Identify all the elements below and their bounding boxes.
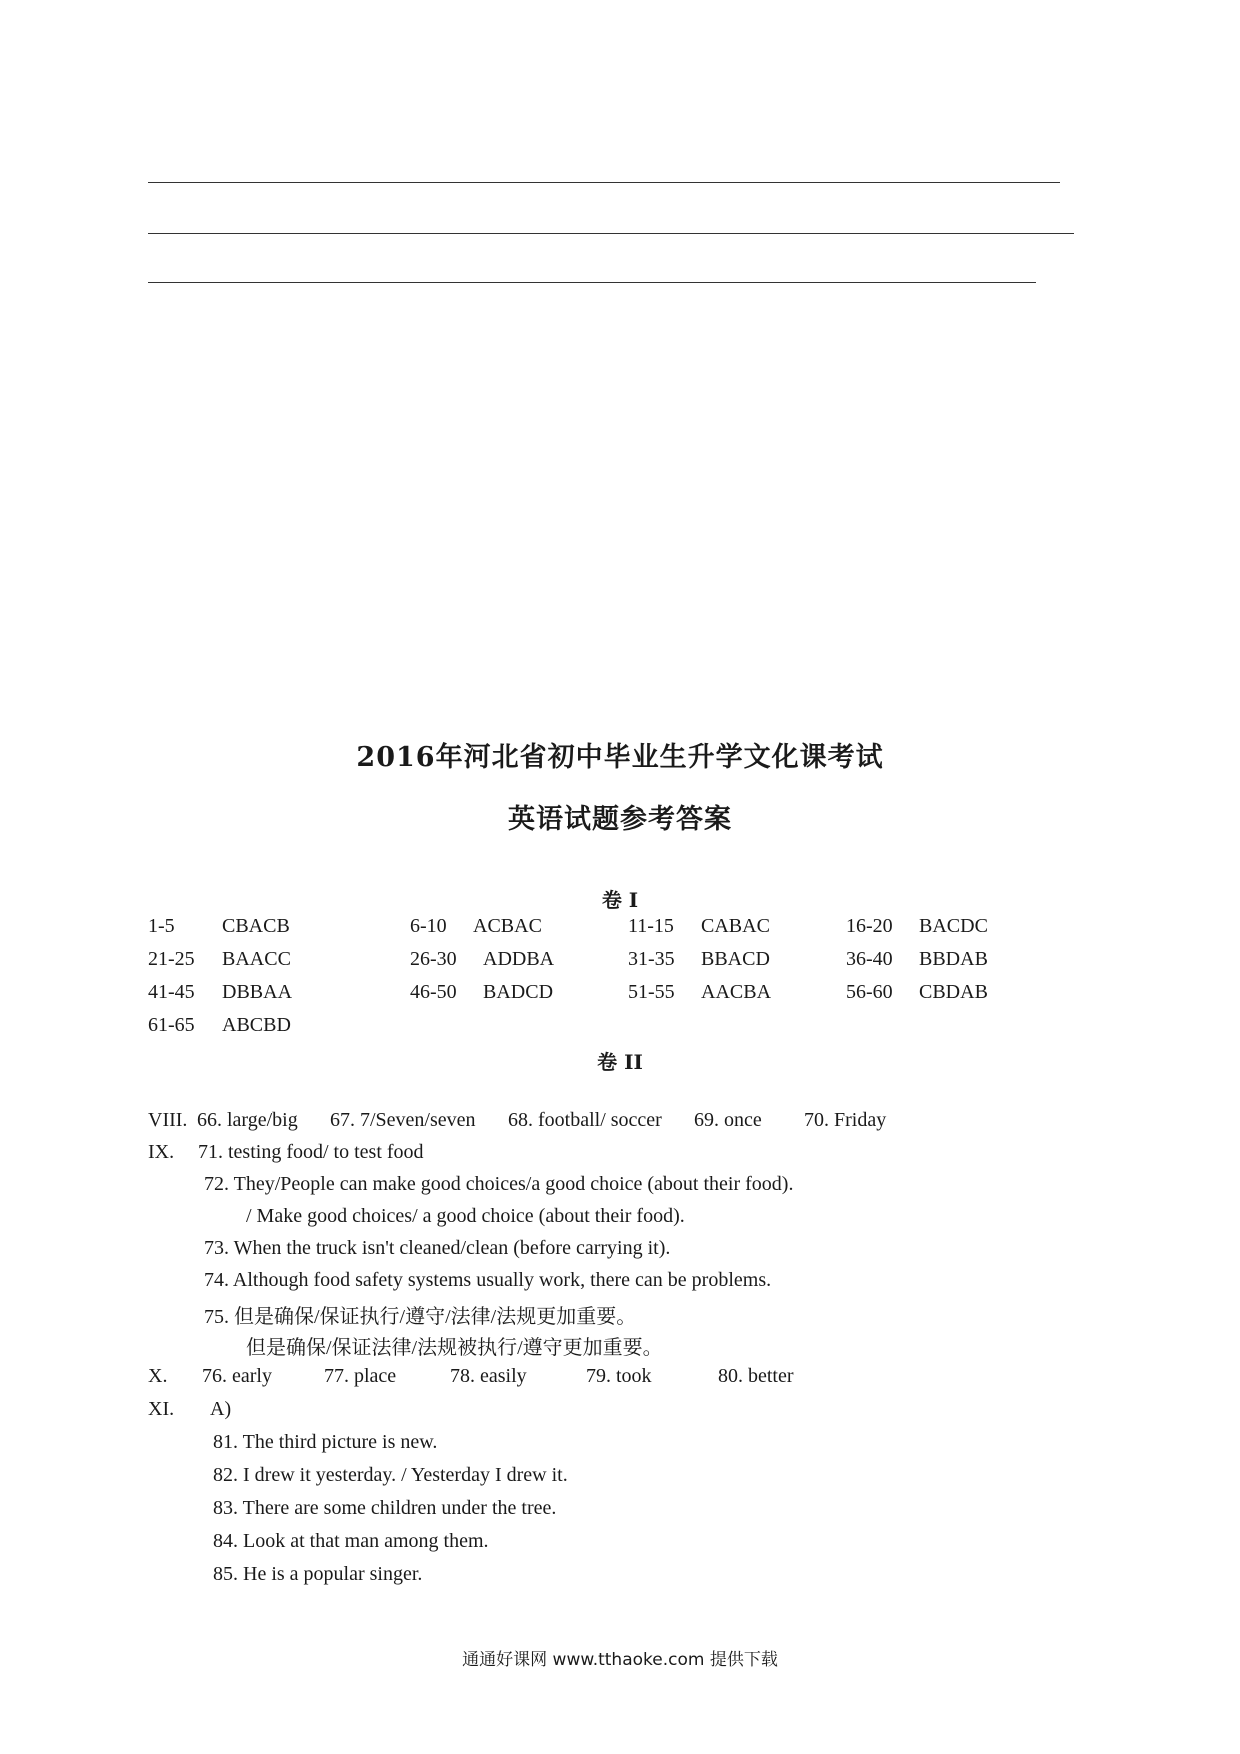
answer-line: / Make good choices/ a good choice (about their food). [246, 1205, 685, 1227]
answer-group [628, 915, 770, 938]
answer-range: 46-50 [410, 981, 457, 1003]
answer-letters: BBDAB [919, 948, 988, 970]
answer-item: 66. large/big [197, 1109, 298, 1131]
answer-range: 61-65 [148, 1014, 195, 1036]
part2-heading: 卷 II [597, 1050, 643, 1074]
answer-item: 69. once [694, 1109, 762, 1131]
answer-range: 41-45 [148, 981, 195, 1003]
answer-group [628, 981, 771, 1004]
subsection-label: A) [210, 1398, 232, 1420]
answer-item: 78. easily [450, 1365, 527, 1387]
answer-range: 26-30 [410, 948, 457, 970]
answer-range: 31-35 [628, 948, 675, 970]
answer-letters: CBDAB [919, 981, 988, 1003]
answer-line: 75. 但是确保/保证执行/遵守/法律/法规更加重要。 [204, 1306, 637, 1328]
answer-range: 36-40 [846, 948, 893, 970]
answer-letters: CBACB [222, 915, 290, 937]
answer-group [148, 1014, 291, 1037]
answer-letters: ADDBA [483, 948, 555, 970]
page-footer: 通通好课网 www.tthaoke.com 提供下载 [462, 1650, 778, 1670]
answer-item: 77. place [324, 1365, 397, 1387]
answer-group [846, 981, 988, 1004]
answer-line: 85. He is a popular singer. [213, 1563, 423, 1585]
answer-range: 11-15 [628, 915, 674, 937]
answer-letters: BADCD [483, 981, 554, 1003]
section-ix-label: IX. [148, 1141, 175, 1163]
answer-letters: BAACC [222, 948, 291, 970]
answer-group [410, 915, 542, 938]
answer-line: 81. The third picture is new. [213, 1431, 438, 1453]
answer-line: 71. testing food/ to test food [198, 1141, 424, 1163]
section-label: X. [148, 1365, 168, 1387]
section-x [148, 1365, 794, 1388]
answer-line: 84. Look at that man among them. [213, 1530, 489, 1552]
answer-range: 56-60 [846, 981, 893, 1003]
answer-item: 67. 7/Seven/seven [330, 1109, 476, 1131]
answer-item: 68. football/ soccer [508, 1109, 662, 1131]
answer-item: 76. early [202, 1365, 272, 1387]
answer-line: 74. Although food safety systems usually work, there can be problems. [204, 1269, 772, 1291]
answer-line: 73. When the truck isn't cleaned/clean (before carrying it). [204, 1237, 671, 1259]
answer-letters: DBBAA [222, 981, 293, 1003]
answer-letters: ABCBD [222, 1014, 291, 1036]
answer-range: 21-25 [148, 948, 195, 970]
answer-line: 72. They/People can make good choices/a good choice (about their food). [204, 1173, 794, 1195]
answer-range: 1-5 [148, 915, 175, 937]
answer-item: 70. Friday [804, 1109, 887, 1131]
answer-line: 83. There are some children under the tree. [213, 1497, 557, 1519]
answer-line: 但是确保/保证法律/法规被执行/遵守更加重要。 [246, 1337, 663, 1359]
section-label: XI. [148, 1398, 175, 1420]
answer-group [148, 915, 290, 938]
answer-letters: ACBAC [473, 915, 542, 937]
answer-group [148, 981, 292, 1004]
writing-line-3 [148, 282, 1036, 283]
answer-range: 6-10 [410, 915, 447, 937]
answer-item: 79. took [586, 1365, 652, 1387]
answer-range: 51-55 [628, 981, 675, 1003]
answer-item: 80. better [718, 1365, 794, 1387]
answer-group [628, 948, 770, 971]
page-subtitle: 英语试题参考答案 [508, 804, 732, 835]
answer-letters: BACDC [919, 915, 988, 937]
section-xi [148, 1398, 232, 1421]
answer-letters: CABAC [701, 915, 770, 937]
answer-letters: BBACD [701, 948, 770, 970]
part1-heading: 卷 I [601, 888, 639, 912]
writing-line-2 [148, 233, 1074, 234]
answer-range: 16-20 [846, 915, 893, 937]
answer-group [846, 948, 988, 971]
section-viii [148, 1109, 887, 1132]
answer-letters: AACBA [701, 981, 772, 1003]
page-title: 2016年河北省初中毕业生升学文化课考试 [356, 742, 884, 773]
answer-group [148, 948, 291, 971]
answer-group [410, 948, 554, 971]
section-label: VIII. [148, 1109, 188, 1131]
answer-line: 82. I drew it yesterday. / Yesterday I drew it. [213, 1464, 568, 1486]
answer-group [410, 981, 553, 1004]
answer-group [846, 915, 988, 938]
writing-line-1 [148, 182, 1060, 183]
